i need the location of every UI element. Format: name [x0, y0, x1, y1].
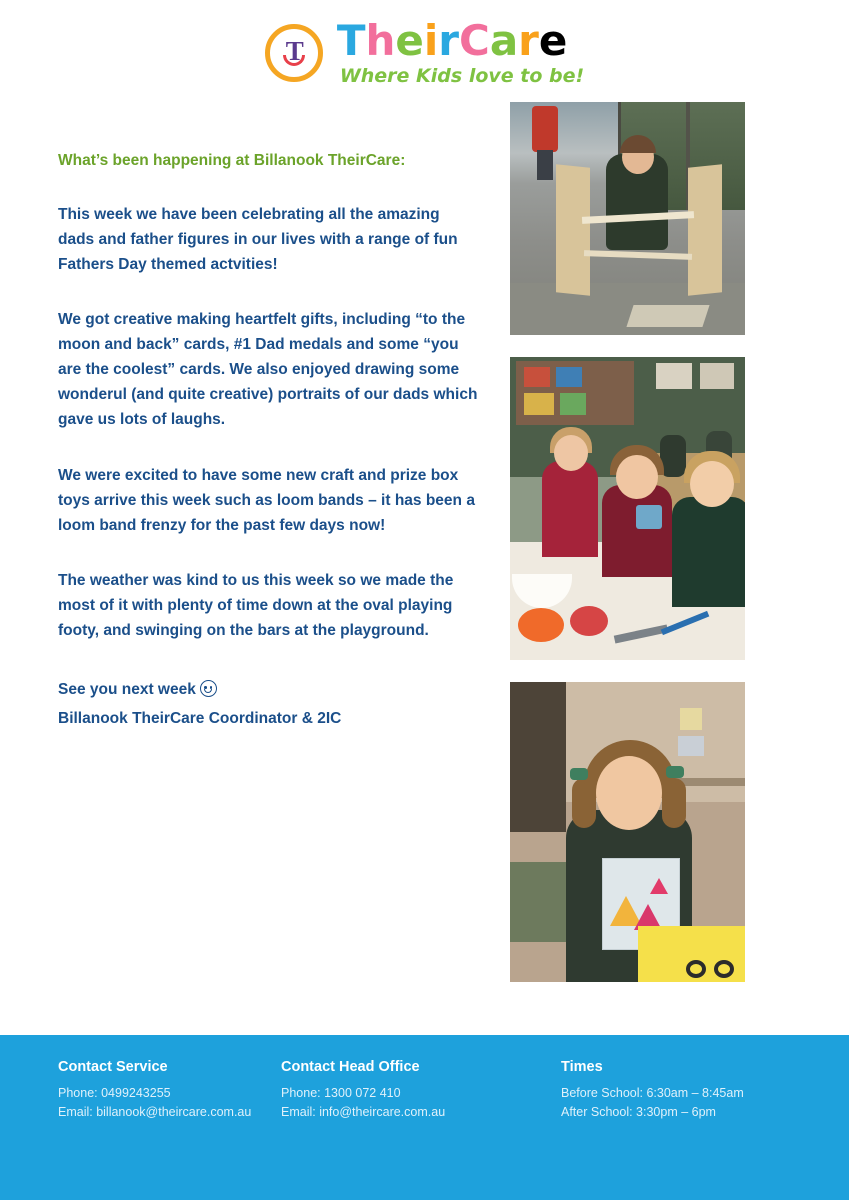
- footer-title-head-office: Contact Head Office: [281, 1059, 420, 1075]
- footer-title-times: Times: [561, 1059, 603, 1075]
- logo-tagline: Where Kids love to be!: [339, 65, 585, 87]
- signoff-line-2: Billanook TheirCare Coordinator & 2IC: [58, 710, 342, 728]
- newsletter-text-column: [58, 102, 478, 1004]
- main-content: [0, 92, 849, 1004]
- footer-after-school-times: After School: 3:30pm – 6pm: [561, 1105, 716, 1120]
- logo-wordmark: [336, 16, 585, 87]
- theircare-logo-icon: [265, 24, 323, 82]
- signoff-block: [58, 677, 478, 731]
- page-header: [0, 0, 849, 92]
- signoff-text: See you next week: [58, 681, 196, 699]
- smiley-face-icon: [200, 680, 217, 697]
- photo-child-building-ramp: [510, 102, 745, 335]
- logo-word: TheirCare: [336, 16, 568, 65]
- page-footer: [0, 1035, 849, 1200]
- photo-girls-doing-craft: [510, 357, 745, 660]
- footer-service-phone: Phone: 0499243255: [58, 1086, 171, 1100]
- newsletter-heading: What’s been happening at Billanook TheirCare:: [58, 152, 406, 169]
- footer-contact-service: [58, 1059, 281, 1200]
- footer-head-office-email[interactable]: Email: info@theircare.com.au: [281, 1105, 446, 1120]
- footer-title-service: Contact Service: [58, 1059, 168, 1075]
- footer-contact-head-office: [281, 1059, 561, 1200]
- photo-column: [510, 102, 745, 1004]
- newsletter-paragraph-1: This week we have been celebrating all the amazing dads and father figures in our lives with a range of fun Fathers Day themed actvities!: [58, 205, 458, 273]
- signoff-line-1: [58, 677, 478, 702]
- newsletter-paragraph-2: We got creative making heartfelt gifts, including “to the moon and back” cards, #1 Dad medals and some “you are the coolest” cards. We also enjoyed drawing some wonderul (and quite creative) portraits of our dads which gave us lots of laughs.: [58, 311, 478, 429]
- newsletter-paragraph-4: The weather was kind to us this week so we made the most of it with plenty of time down at the oval playing footy, and swinging on the bars at the playground.: [58, 571, 454, 640]
- footer-head-office-phone: Phone: 1300 072 410: [281, 1086, 401, 1100]
- photo-girl-holding-card: [510, 682, 745, 982]
- footer-times: [561, 1059, 791, 1200]
- newsletter-paragraph-3: We were excited to have some new craft and prize box toys arrive this week such as loom bands – it has been a loom band frenzy for the past few days now!: [58, 466, 475, 534]
- logo-letter: T: [285, 35, 302, 66]
- footer-before-school-times: Before School: 6:30am – 8:45am: [561, 1086, 744, 1100]
- footer-service-email[interactable]: Email: billanook@theircare.com.au: [58, 1105, 252, 1120]
